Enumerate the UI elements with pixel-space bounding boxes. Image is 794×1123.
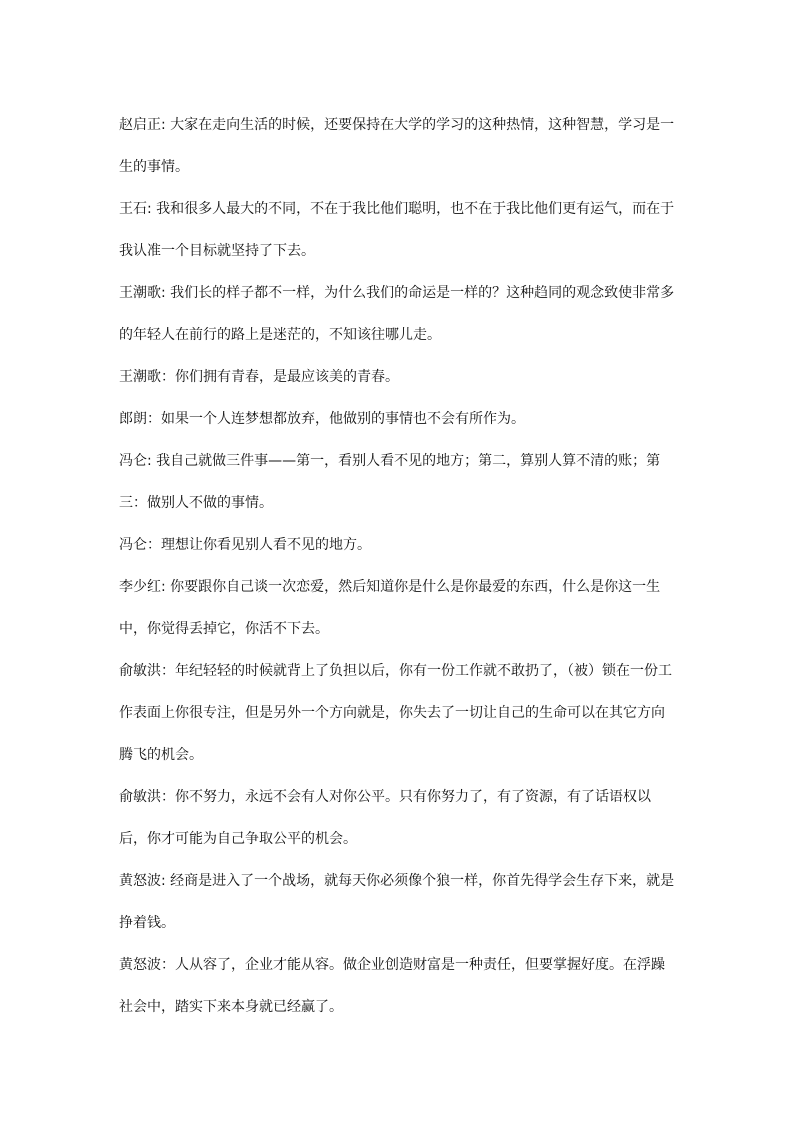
- quote-wang-chaoge-2: 王潮歌：你们拥有青春，是最应该美的青春。: [119, 369, 399, 385]
- quote-wang-shi: 王石: 我和很多人最大的不同，不在于我比他们聪明，也不在于我比他们更有运气，而在于我认准一个目标就坚持了下去。: [119, 201, 675, 259]
- quote-huang-nubo-2: 黄怒波：人从容了，企业才能从容。做企业创造财富是一种责任，但要掌握好度。在浮躁社会中，踏实下来本身就已经赢了。: [119, 957, 665, 1015]
- quote-yu-minhong-2: 俞敏洪：你不努力，永远不会有人对你公平。只有你努力了，有了资源，有了话语权以后，你才可能为自己争取公平的机会。: [119, 789, 651, 847]
- quote-list: [119, 104, 675, 1028]
- quote-lang-lang: 郎朗：如果一个人连梦想都放弃，他做别的事情也不会有所作为。: [119, 411, 525, 427]
- quote-wang-chaoge-1: 王潮歌: 我们长的样子都不一样，为什么我们的命运是一样的？这种趋同的观念致使非常多的年轻人在前行的路上是迷茫的，不知该往哪儿走。: [119, 285, 675, 343]
- quote-feng-lun-1: 冯仑: 我自己就做三件事——第一，看别人看不见的地方；第二，算别人算不清的账；第三：做别人不做的事情。: [119, 453, 661, 511]
- quote-li-shaohong: 李少红: 你要跟你自己谈一次恋爱，然后知道你是什么是你最爱的东西，什么是你这一生中，你觉得丢掉它，你活不下去。: [119, 579, 661, 637]
- quote-zhao-qizheng: 赵启正: 大家在走向生活的时候，还要保持在大学的学习的这种热情，这种智慧，学习是一生的事情。: [119, 117, 675, 175]
- quote-feng-lun-2: 冯仑：理想让你看见别人看不见的地方。: [119, 537, 371, 553]
- quote-yu-minhong-1: 俞敏洪：年纪轻轻的时候就背上了负担以后，你有一份工作就不敢扔了，（被）锁在一份工作表面上你很专注，但是另外一个方向就是，你失去了一切让自己的生命可以在其它方向腾飞的机会。: [119, 663, 672, 763]
- quote-huang-nubo-1: 黄怒波: 经商是进入了一个战场，就每天你必须像个狼一样，你首先得学会生存下来，就是挣着钱。: [119, 873, 675, 931]
